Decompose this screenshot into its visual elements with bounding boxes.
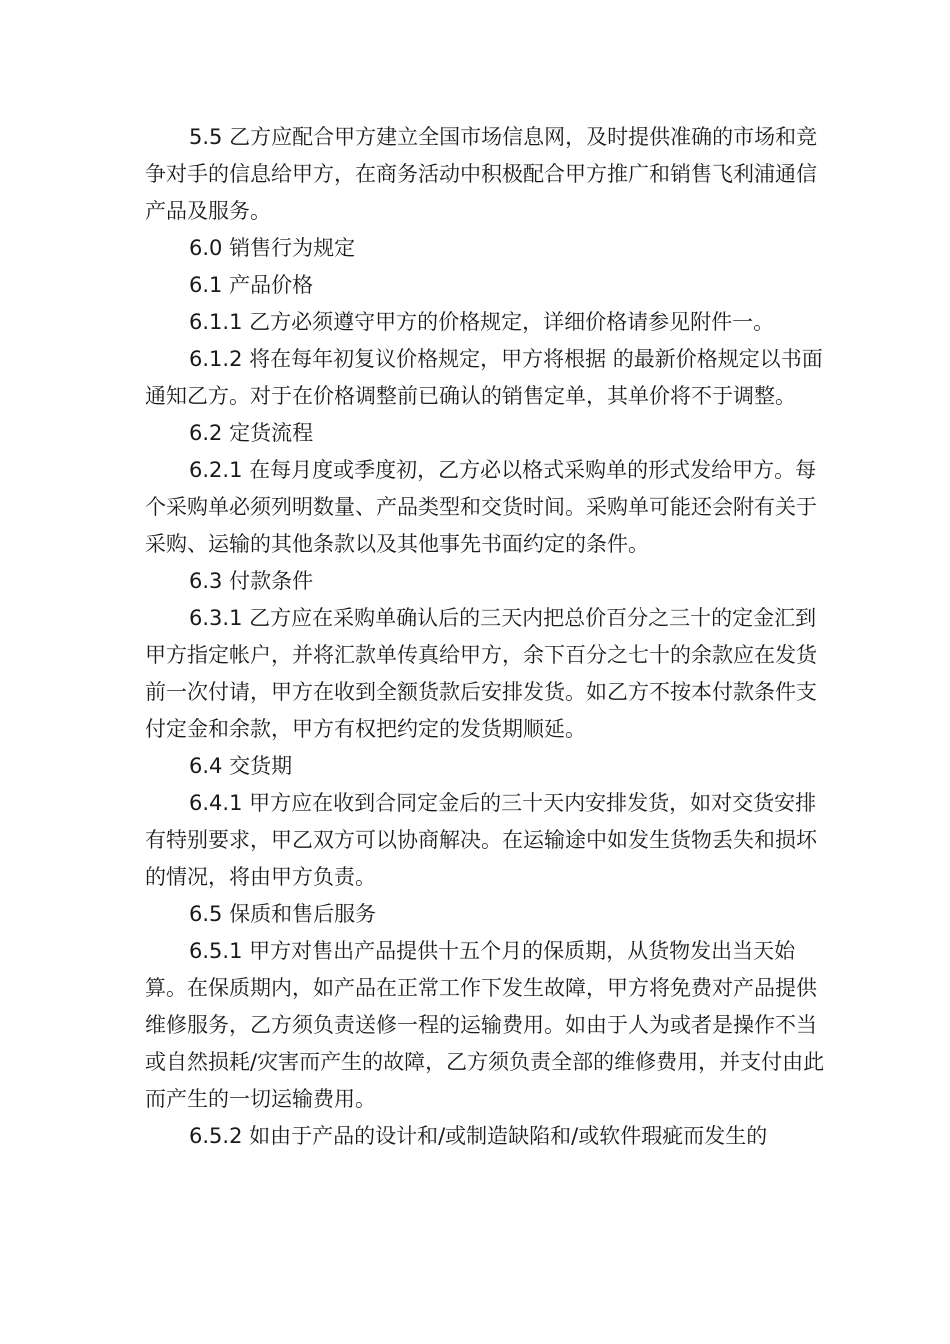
paragraph-6-3-1: 6.3.1 乙方应在采购单确认后的三天内把总价百分之三十的定金汇到甲方指定帐户，并将汇款单传真给甲方，余下百分之七十的余款应在发货前一次付请，甲方在收到全额货款后安排发货。如乙方不按本付款条件支付定金和余款，甲方有权把约定的发货期顺延。	[145, 606, 817, 741]
document-body	[145, 119, 825, 1155]
paragraph-6-1-2: 6.1.2 将在每年初复议价格规定，甲方将根据 的最新价格规定以书面通知乙方。对于在价格调整前已确认的销售定单，其单价将不于调整。	[145, 347, 823, 408]
paragraph-6-4-1: 6.4.1 甲方应在收到合同定金后的三十天内安排发货，如对交货安排有特别要求，甲乙双方可以协商解决。在运输途中如发生货物丢失和损坏的情况，将由甲方负责。	[145, 791, 817, 889]
paragraph-6-5-2: 6.5.2 如由于产品的设计和/或制造缺陷和/或软件瑕疵而发生的	[189, 1124, 768, 1148]
paragraph-6-1-1: 6.1.1 乙方必须遵守甲方的价格规定，详细价格请参见附件一。	[189, 310, 775, 334]
heading-6-1: 6.1 产品价格	[189, 273, 314, 297]
paragraph-6-2-1: 6.2.1 在每月度或季度初，乙方必以格式采购单的形式发给甲方。每个采购单必须列明数量、产品类型和交货时间。采购单可能还会附有关于采购、运输的其他条款以及其他事先书面约定的条件。	[145, 458, 817, 556]
heading-6-0: 6.0 销售行为规定	[189, 236, 356, 260]
heading-6-2: 6.2 定货流程	[189, 421, 314, 445]
paragraph-5-5: 5.5 乙方应配合甲方建立全国市场信息网，及时提供准确的市场和竞争对手的信息给甲方，在商务活动中积极配合甲方推广和销售飞利浦通信产品及服务。	[145, 125, 818, 223]
paragraph-6-5-1: 6.5.1 甲方对售出产品提供十五个月的保质期，从货物发出当天始算。在保质期内，如产品在正常工作下发生故障，甲方将免费对产品提供维修服务，乙方须负责送修一程的运输费用。如由于人为或者是操作不当或自然损耗/灾害而产生的故障，乙方须负责全部的维修费用，并支付由此而产生的一切运输费用。	[145, 939, 825, 1111]
heading-6-5: 6.5 保质和售后服务	[189, 902, 377, 926]
heading-6-4: 6.4 交货期	[189, 754, 293, 778]
heading-6-3: 6.3 付款条件	[189, 569, 314, 593]
